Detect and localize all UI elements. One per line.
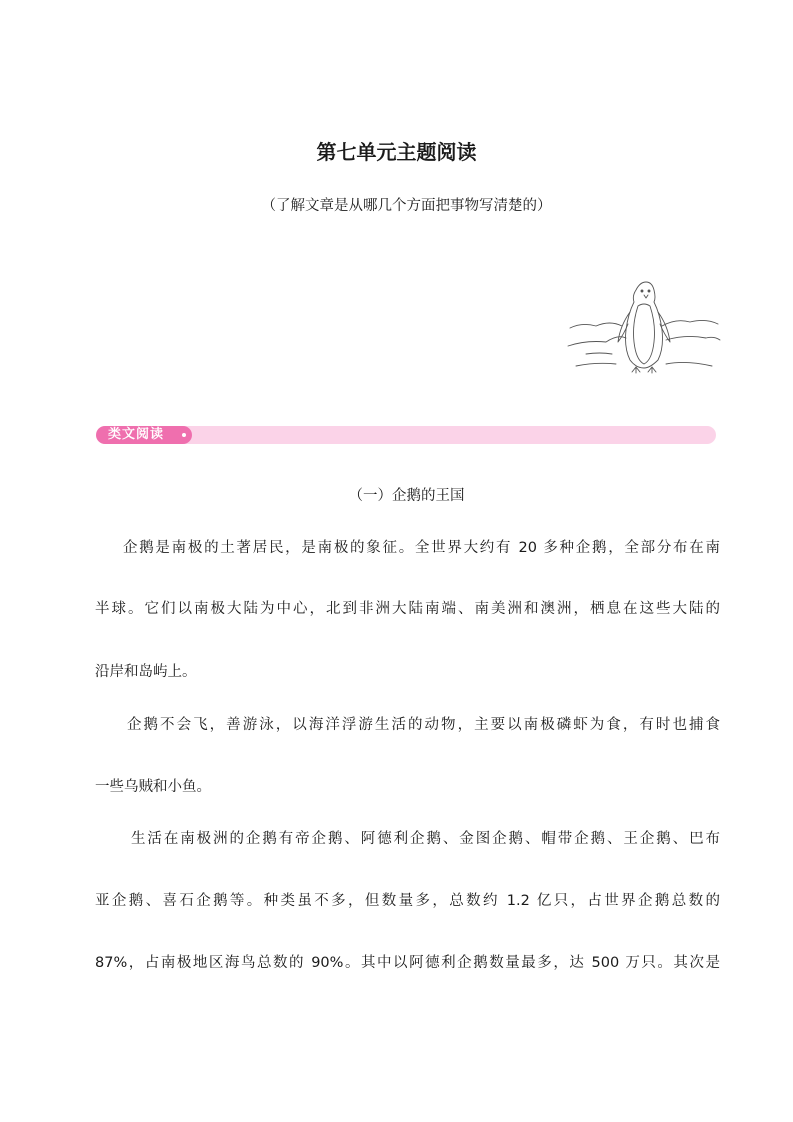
passage-line: 企鹅是南极的土著居民，是南极的象征。全世界大约有 20 多种企鹅，全部分布在南 — [123, 540, 720, 556]
passage-line: 87%，占南极地区海鸟总数的 90%。其中以阿德利企鹅数量最多，达 500 万只。其次是 — [95, 955, 720, 971]
passage-line: 半球。它们以南极大陆为中心，北到非洲大陆南端、南美洲和澳洲，栖息在这些大陆的 — [95, 601, 720, 617]
passage-line: 亚企鹅、喜石企鹅等。种类虽不多，但数量多，总数约 1.2 亿只，占世界企鹅总数的 — [95, 893, 720, 909]
passage-line: 一些乌贼和小鱼。 — [95, 779, 211, 795]
section-dot-icon — [182, 433, 186, 437]
passage-line: 企鹅不会飞，善游泳，以海洋浮游生活的动物，主要以南极磷虾为食，有时也捕食 — [127, 717, 720, 733]
page-subtitle: （了解文章是从哪几个方面把事物写清楚的） — [261, 198, 552, 214]
page-title: 第七单元主题阅读 — [316, 140, 477, 164]
section-label: 类文阅读 — [108, 427, 165, 442]
penguin-illustration-icon — [566, 280, 722, 376]
passage-line: 生活在南极洲的企鹅有帝企鹅、阿德利企鹅、金图企鹅、帽带企鹅、王企鹅、巴布 — [131, 831, 720, 847]
section-banner-track — [176, 426, 716, 444]
section-banner — [96, 426, 716, 444]
passage-line: 沿岸和岛屿上。 — [95, 664, 197, 680]
passage-heading: （一）企鹅的王国 — [348, 488, 465, 504]
